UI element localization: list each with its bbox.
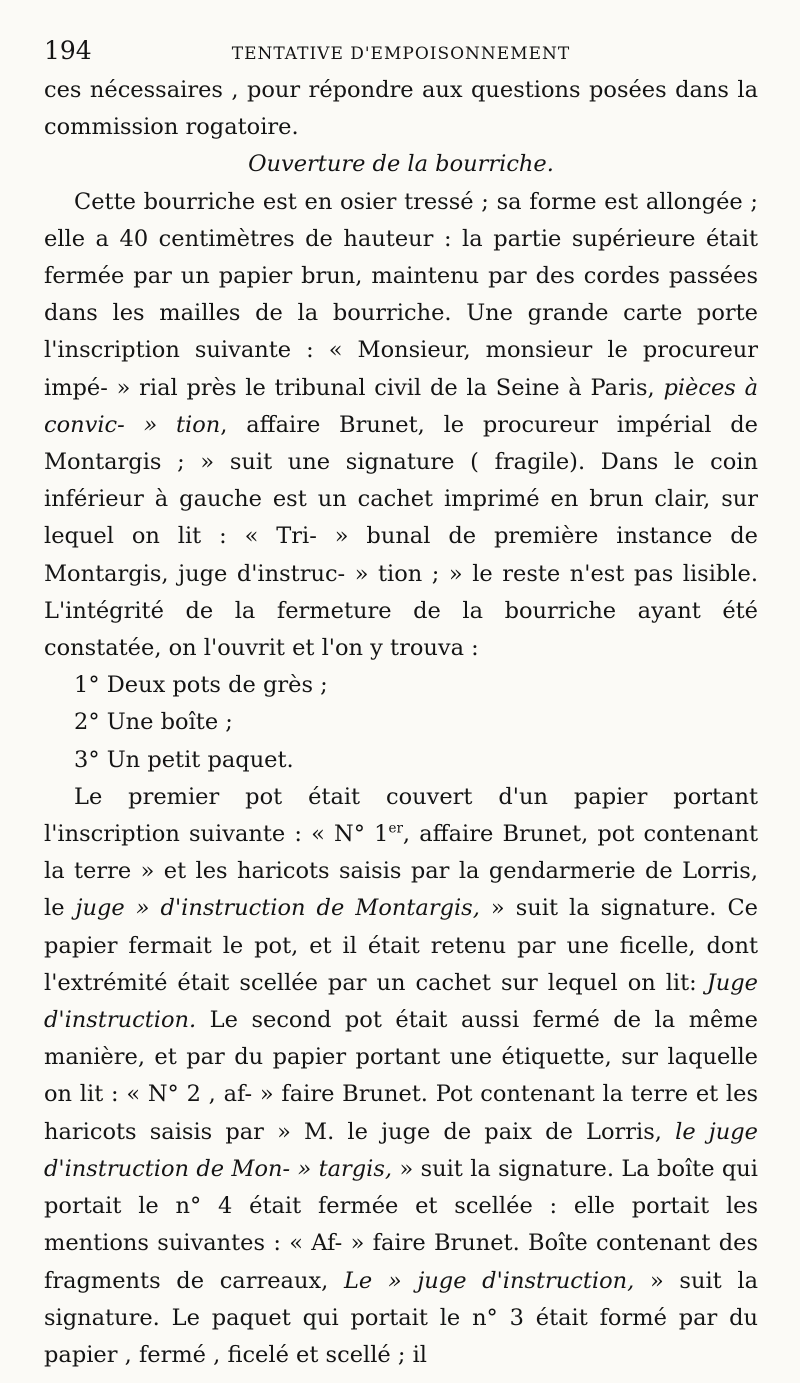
list-item: 2° Une boîte ; xyxy=(74,709,233,736)
italic-run: pièces à convic- » tion xyxy=(44,374,758,438)
page-number: 194 xyxy=(44,36,92,65)
running-title: TENTATIVE D'EMPOISONNEMENT xyxy=(231,44,571,64)
page-header xyxy=(44,36,758,72)
italic-run: Juge d'instruction. xyxy=(44,969,758,1034)
italic-run: Le » juge d'instruction, xyxy=(343,1267,635,1294)
text-run: , affaire Brunet, le procureur impérial de Montargis ; » suit une signature ( fragile). Dans le coin inférieur à gauche est un cachet imprimé en brun clair, sur lequel on lit : « Tri- » bunal de première instance de Montargis, juge d'instruc- » tion ; » le reste n'est pas lisible. L'intégrité de la fermeture de la bourriche ayant été constatée, on l'ouvrit et l'on y trouva : xyxy=(44,411,758,662)
text-run: Le premier pot était couvert d'un papier portant l'inscription suivante : « N° 1 xyxy=(44,783,758,848)
italic-run: juge » d'instruction de Montargis, xyxy=(75,895,480,922)
text-run: Cette bourriche est en osier tressé ; sa forme est allongée ; elle a 40 centimètres de hauteur : la partie supérieure était fermée par un papier brun, maintenu par des cordes passées dans les mailles de la bourriche. Une grande carte porte l'inscription suivante : « Monsieur, monsieur le procureur impé- » rial près le tribunal civil de la Seine à Paris, xyxy=(44,188,758,401)
superscript: er xyxy=(388,820,403,837)
text-run: » suit la signature. La boîte qui portait le n° 4 était fermée et scellée : elle portait les mentions suivantes : « Af- » faire Brunet. Boîte contenant des fragments de carreaux, xyxy=(44,1155,758,1294)
text-run: Le second pot était aussi fermé de la même manière, et par du papier portant une étiquette, sur laquelle on lit : « N° 2 , af- » faire Brunet. Pot contenant la terre et les haricots saisis par » M. le juge de paix de Lorris, xyxy=(44,1007,758,1145)
paragraph-continuation: ces nécessaires , pour répondre aux questions posées dans la commission rogatoire. xyxy=(44,77,758,141)
text-run: , affaire Brunet, pot contenant la terre » et les haricots saisis par la gendarmerie de Lorris, le xyxy=(44,821,758,922)
paragraph-bourriche xyxy=(44,184,758,668)
italic-run: le juge d'instruction de Mon- » targis, xyxy=(44,1118,758,1182)
list-item: 1° Deux pots de grès ; xyxy=(74,672,328,699)
list-item: 3° Un petit paquet. xyxy=(74,746,294,773)
section-heading: Ouverture de la bourriche. xyxy=(248,151,554,178)
body-text xyxy=(44,72,758,1374)
paragraph-pots xyxy=(44,779,758,1374)
text-run: » suit la signature. Le paquet qui portait le n° 3 était formé par du papier , fermé , ficelé et scellé ; il xyxy=(44,1267,758,1368)
text-run: » suit la signature. Ce papier fermait le pot, et il était retenu par une ficelle, dont l'extrémité était scellée par un cachet sur lequel on lit: xyxy=(44,895,758,996)
